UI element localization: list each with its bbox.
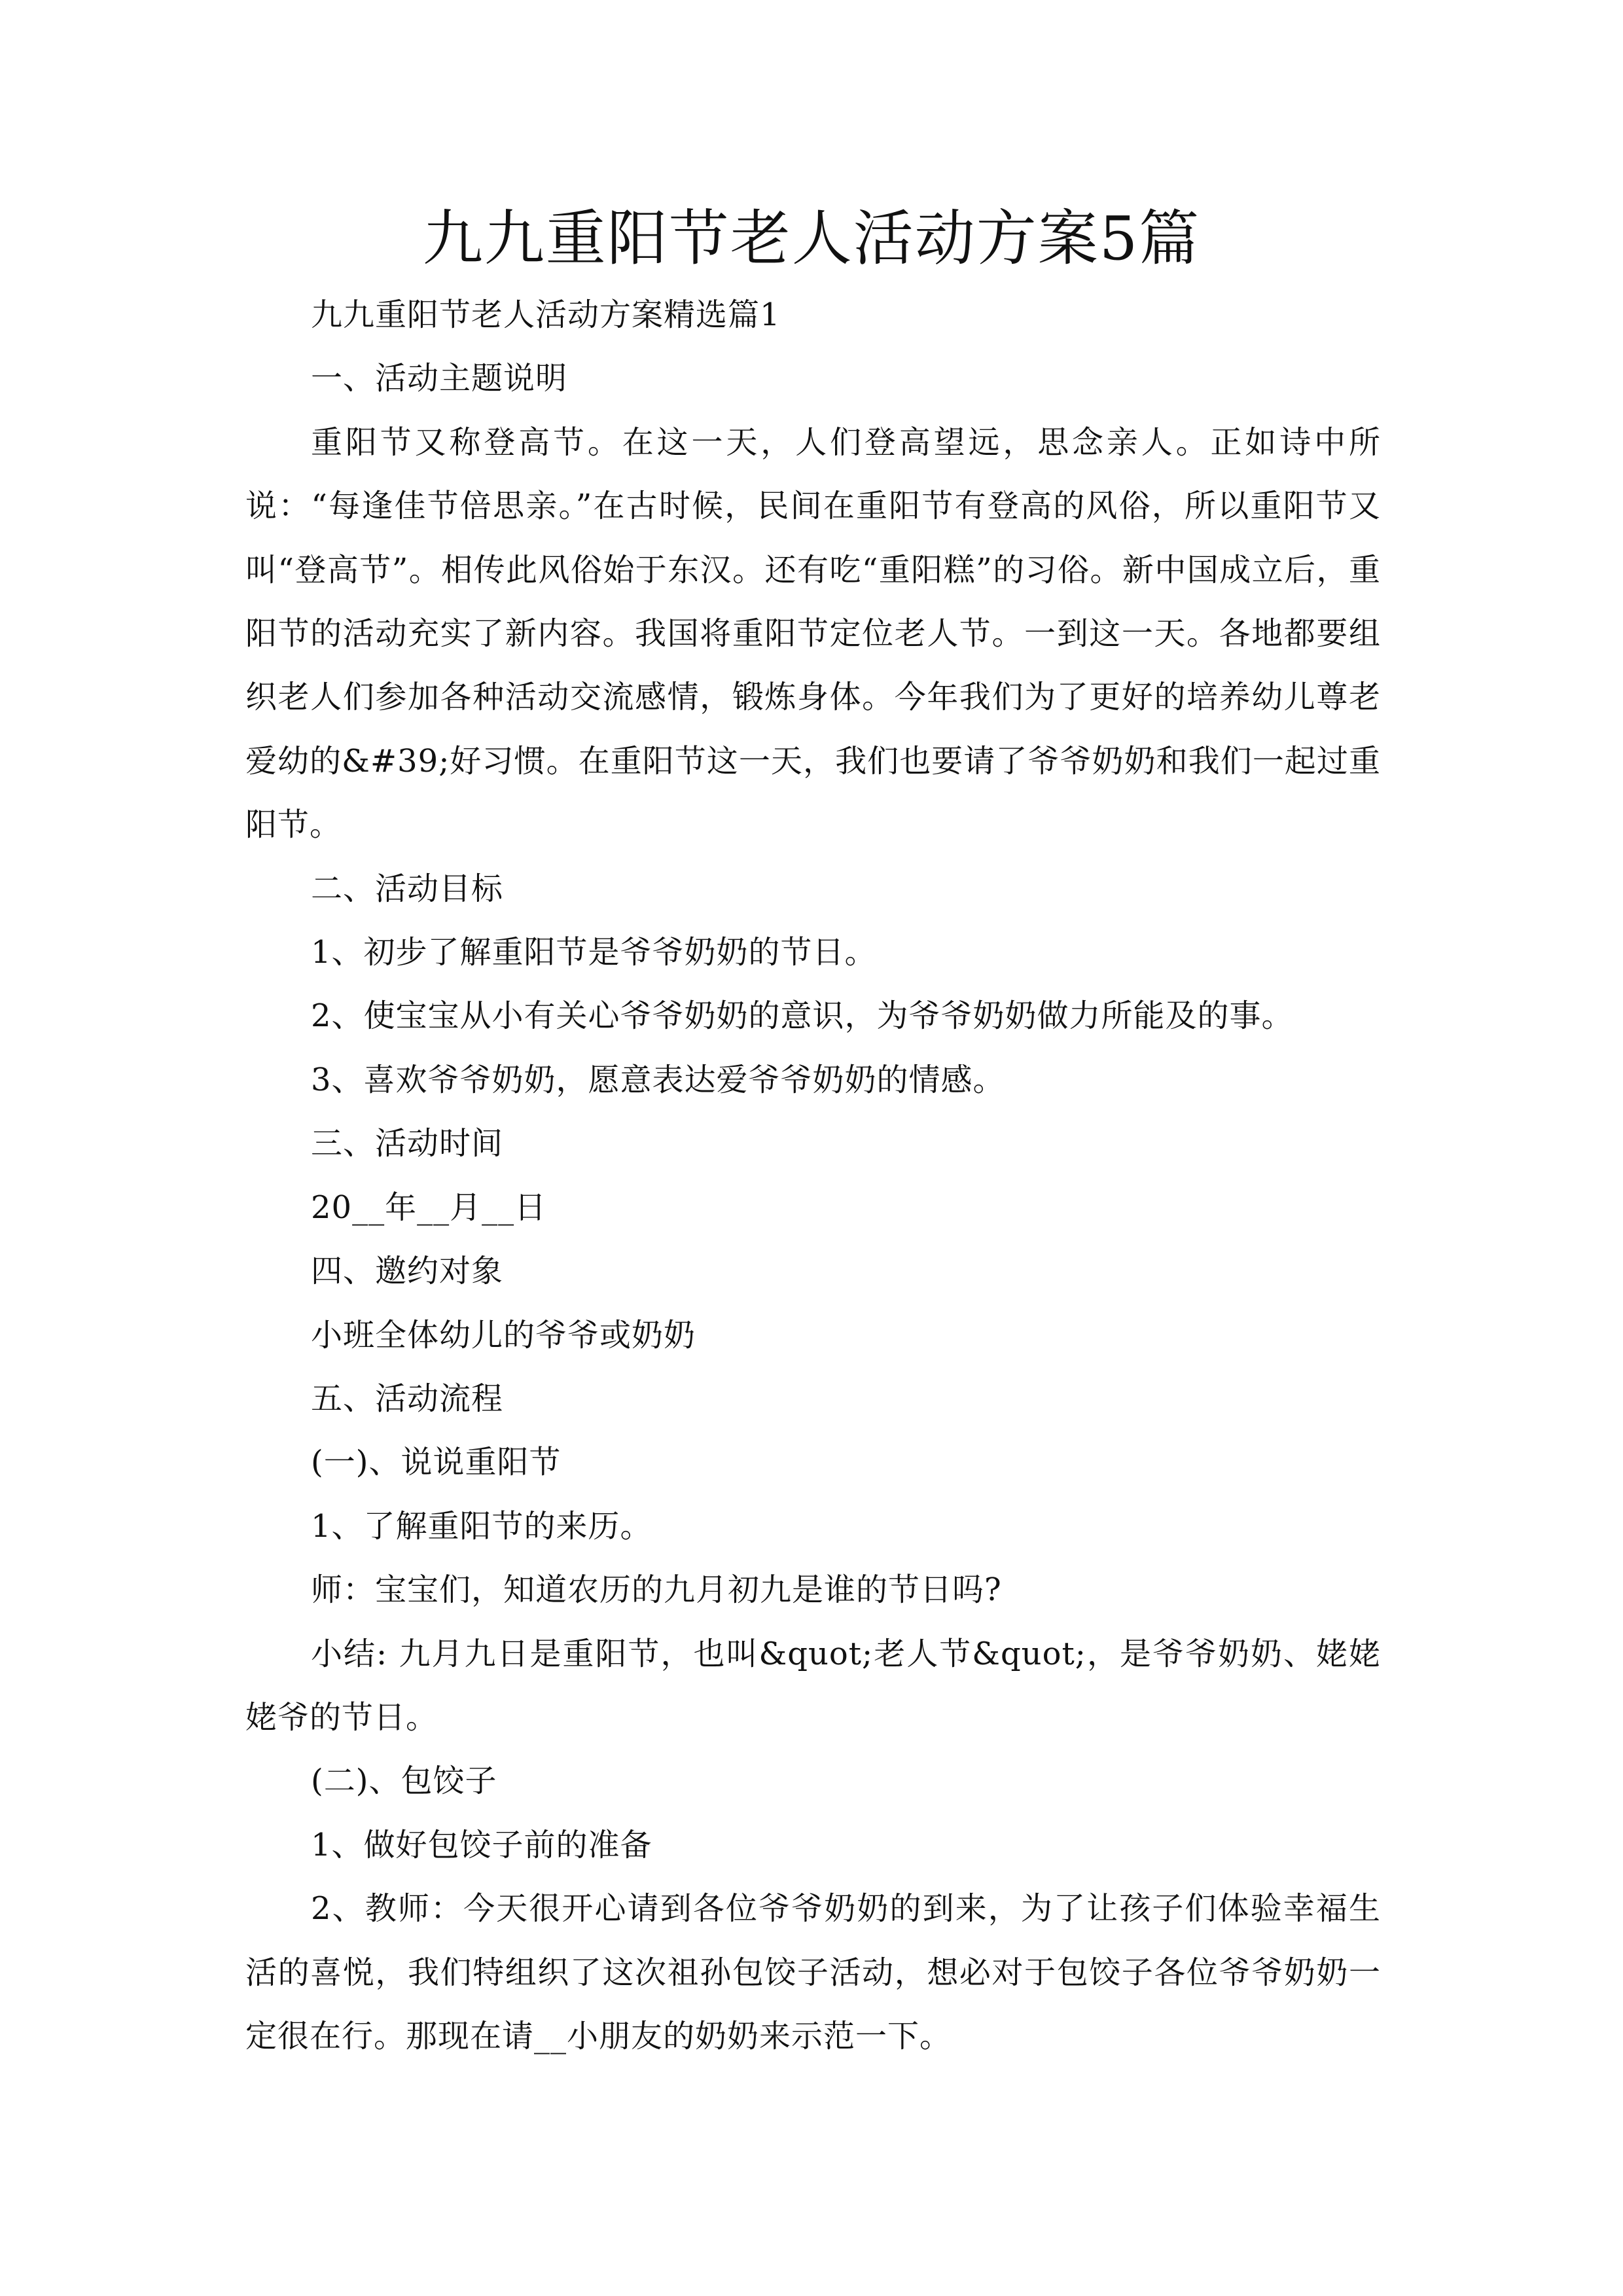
heading-process: 五、活动流程: [311, 1380, 504, 1417]
heading-theme: 一、活动主题说明: [311, 360, 568, 397]
section-heading: 九九重阳节老人活动方案精选篇1: [311, 296, 781, 333]
document-title: 九九重阳节老人活动方案5篇: [422, 204, 1201, 274]
subheading-talk: (一)、说说重阳节: [311, 1444, 562, 1481]
process-step: 1、做好包饺子前的准备: [311, 1826, 652, 1863]
activity-date: 20__年__月__日: [311, 1189, 547, 1226]
summary-paragraph: 小结: 九月九日是重阳节，也叫&quot;老人节&quot;，是爷爷奶奶、姥姥姥爷的节日。: [245, 1635, 1381, 1736]
heading-goals: 二、活动目标: [311, 870, 504, 907]
goal-item: 2、使宝宝从小有关心爷爷奶奶的意识，为爷爷奶奶做力所能及的事。: [311, 997, 1294, 1035]
paragraph-theme-description: 重阳节又称登高节。在这一天，人们登高望远，思念亲人。正如诗中所说：“每逢佳节倍思亲。”在古时候，民间在重阳节有登高的风俗，所以重阳节又叫“登高节”。相传此风俗始于东汉。还有吃“重阳糕”的习俗。新中国成立后，重阳节的活动充实了新内容。我国将重阳节定位老人节。一到这一天。各地都要组织老人们参加各种活动交流感情，锻炼身体。今年我们为了更好的培养幼儿尊老爱幼的&#39;好习惯。在重阳节这一天，我们也要请了爷爷奶奶和我们一起过重阳节。: [245, 423, 1381, 844]
teacher-speech: 2、教师：今天很开心请到各位爷爷奶奶的到来，为了让孩子们体验幸福生活的喜悦，我们特组织了这次祖孙包饺子活动，想必对于包饺子各位爷爷奶奶一定很在行。那现在请__小朋友的奶奶来示范一下。: [245, 1890, 1381, 2054]
document-body: [245, 283, 1381, 2068]
heading-time: 三、活动时间: [311, 1125, 504, 1162]
heading-invitees: 四、邀约对象: [311, 1253, 504, 1290]
invitees-text: 小班全体幼儿的爷爷或奶奶: [311, 1316, 696, 1354]
subheading-dumplings: (二)、包饺子: [311, 1763, 497, 1800]
process-step: 1、了解重阳节的来历。: [311, 1507, 652, 1545]
goal-item: 3、喜欢爷爷奶奶，愿意表达爱爷爷奶奶的情感。: [311, 1061, 1005, 1098]
goal-item: 1、初步了解重阳节是爷爷奶奶的节日。: [311, 934, 877, 971]
teacher-question: 师：宝宝们，知道农历的九月初九是谁的节日吗?: [311, 1571, 1002, 1609]
